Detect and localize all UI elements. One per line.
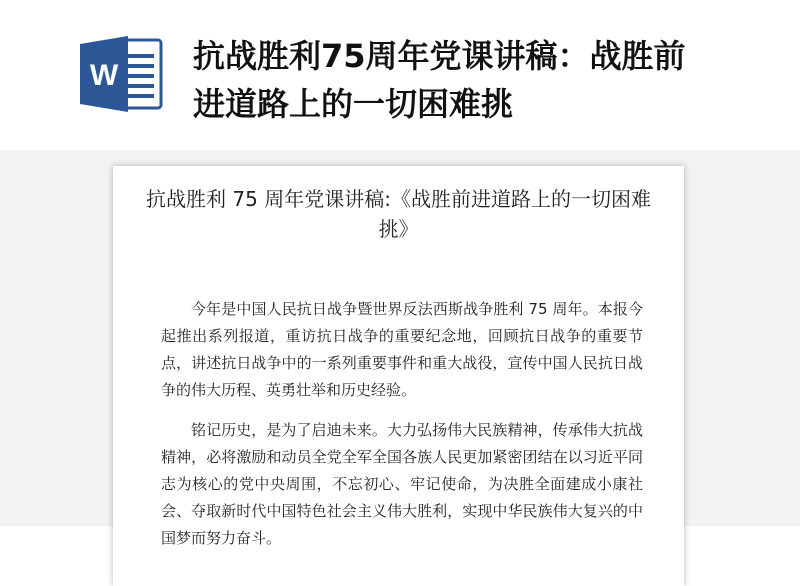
document-paragraph: 今年是中国人民抗日战争暨世界反法西斯战争胜利 75 周年。本报今起推出系列报道，重访抗日战争的重要纪念地，回顾抗日战争的重要节点，讲述抗日战争中的一系列重要事件和重大战役，宣传中国人民抗日战争的伟大历程、英勇壮举和历史经验。	[161, 300, 643, 399]
document-page	[113, 166, 684, 586]
document-title: 抗战胜利 75 周年党课讲稿:《战胜前进道路上的一切困难挑》	[146, 187, 651, 241]
word-document-icon	[78, 34, 164, 114]
page-title: 抗战胜利75周年党课讲稿：战胜前进道路上的一切困难挑	[193, 37, 686, 123]
document-paragraph: 铭记历史，是为了启迪未来。大力弘扬伟大民族精神，传承伟大抗战精神，必将激励和动员全党全军全国各族人民更加紧密团结在以习近平同志为核心的党中央周围，不忘初心、牢记使命，为决胜全面建成小康社会、夺取新时代中国特色社会主义伟大胜利，实现中华民族伟大复兴的中国梦而努力奋斗。	[161, 421, 643, 547]
svg-text:W: W	[89, 59, 119, 92]
header-banner	[0, 0, 800, 150]
